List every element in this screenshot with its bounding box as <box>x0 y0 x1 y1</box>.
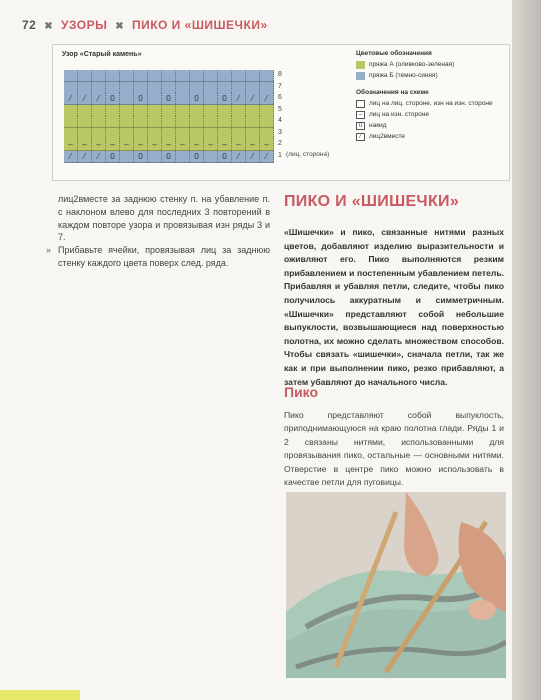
row-number: 2 <box>278 140 282 147</box>
dash-square-icon: – <box>356 111 365 119</box>
chart-cell: ⁄ <box>246 93 260 104</box>
page-number: 72 <box>22 18 37 32</box>
chart-cell <box>120 151 134 162</box>
chart-cell: – <box>64 139 78 150</box>
chart-cell <box>162 128 176 139</box>
chart-cell <box>162 82 176 93</box>
chart-cell <box>218 82 232 93</box>
chart-cell <box>64 105 78 116</box>
chart-cell: – <box>190 139 204 150</box>
chart-cell: – <box>176 139 190 150</box>
chart-cell <box>134 82 148 93</box>
chart-cell <box>106 128 120 139</box>
chart-cell: 0 <box>106 93 120 104</box>
chart-cell: 0 <box>218 151 232 162</box>
running-header <box>22 18 268 32</box>
chart-legend <box>356 50 493 142</box>
row-number: 6 <box>278 94 282 101</box>
header-subsection: ПИКО И «ШИШЕЧКИ» <box>131 18 268 32</box>
chart-cell <box>176 70 190 81</box>
chart-cell: ⁄ <box>64 151 78 162</box>
chart-cell <box>246 70 260 81</box>
chart-cell <box>260 70 274 81</box>
chart-cell <box>78 116 92 127</box>
paragraph: Прибавьте ячейки, провязывая лиц за заднюю стенку каждого цвета поверх след. ряда. <box>58 245 270 268</box>
chart-row <box>64 105 274 117</box>
row-number: 7 <box>278 82 282 90</box>
section-heading: ПИКО И «ШИШЕЧКИ» <box>284 193 460 210</box>
chart-cell <box>162 70 176 81</box>
chart-cell <box>232 105 246 116</box>
legend-symbol-label: накид <box>369 122 387 129</box>
chart-cell: ⁄ <box>64 93 78 104</box>
knitting-photo <box>286 492 506 678</box>
chart-cell <box>204 82 218 93</box>
chart-cell <box>134 128 148 139</box>
chart-cell: – <box>218 139 232 150</box>
chart-cell <box>106 105 120 116</box>
chart-cell <box>92 128 106 139</box>
chart-cell <box>162 105 176 116</box>
chart-cell <box>260 128 274 139</box>
chart-cell <box>92 105 106 116</box>
chart-cell: – <box>162 139 176 150</box>
chart-cell <box>260 116 274 127</box>
chart-cell <box>148 116 162 127</box>
empty-square-icon <box>356 100 365 108</box>
row-number: 3 <box>278 128 282 136</box>
chart-cell <box>106 70 120 81</box>
chart-cell <box>92 82 106 93</box>
chart-cell: 0 <box>218 93 232 104</box>
chart-cell <box>190 105 204 116</box>
chart-cell <box>120 116 134 127</box>
chart-cell: 0 <box>134 151 148 162</box>
chart-cell: – <box>78 139 92 150</box>
row-number: 5 <box>278 105 282 113</box>
chart-cell: – <box>232 139 246 150</box>
chart-cell <box>148 151 162 162</box>
chart-cell: – <box>148 139 162 150</box>
chart-cell <box>246 105 260 116</box>
chart-cell: ⁄ <box>232 93 246 104</box>
body-text <box>284 409 504 489</box>
chart-cell <box>246 116 260 127</box>
chart-title: Узор «Старый камень» <box>62 51 142 58</box>
chart-cell <box>190 128 204 139</box>
chart-cell <box>246 128 260 139</box>
chart-cell <box>218 128 232 139</box>
yarn-over-icon: 0 <box>356 122 365 130</box>
chart-cell <box>148 82 162 93</box>
legend-symbol-label: лиц на изн. стороне <box>369 111 429 118</box>
header-section: УЗОРЫ <box>60 18 108 32</box>
chart-cell <box>120 93 134 104</box>
chart-cell <box>204 128 218 139</box>
chart-cell <box>134 105 148 116</box>
chart-row <box>64 116 274 128</box>
chart-cell <box>218 70 232 81</box>
bullet-paragraph <box>46 244 270 270</box>
chart-cell <box>120 82 134 93</box>
legend-symbol-item <box>356 109 493 120</box>
chart-cell <box>134 116 148 127</box>
chart-cell <box>232 116 246 127</box>
legend-symbol-item <box>356 98 493 109</box>
chart-cell <box>204 93 218 104</box>
chart-cell <box>106 82 120 93</box>
chart-cell: – <box>106 139 120 150</box>
legend-colors-title: Цветовые обозначения <box>356 50 432 57</box>
left-column-text <box>46 193 270 270</box>
legend-color-item <box>356 59 493 70</box>
bottom-color-strip <box>0 690 80 700</box>
chart-cell <box>148 128 162 139</box>
chart-row <box>64 128 274 140</box>
chart-cell <box>78 105 92 116</box>
legend-symbol-item <box>356 120 493 131</box>
chart-cell <box>176 93 190 104</box>
chart-cell <box>148 93 162 104</box>
legend-symbols-title: Обозначения на схеме <box>356 89 429 96</box>
blue-swatch <box>356 72 365 80</box>
chart-cell <box>232 70 246 81</box>
chart-cell <box>204 116 218 127</box>
chart-cell <box>78 128 92 139</box>
intro-text <box>284 226 504 389</box>
legend-color-label: пряжа А (оливково-зеленая) <box>369 61 455 68</box>
chart-cell <box>92 116 106 127</box>
row-number: 1 <box>278 151 282 159</box>
header-separator-icon: ✖ <box>44 21 54 32</box>
paragraph: «Шишечки» и пико, связанные нитями разных цветов, добавляют изделию выразительности и оживляют его. Пико выполняются резким прибавлением и постепенным убавлением петель. Прибавляя и убавляя петли, следите, чтобы пико получилось аккуратным и симметричным. «Шишечки» представляют собой небольшие выпуклости, возвышающиеся над поверхностью полотна, их можно сделать множеством способов. Чтобы связать «шишечки», сначала петли, так же как и при выполнении пико, резко прибавляют, а затем убавляют до начального числа. <box>284 227 504 387</box>
green-swatch <box>356 61 365 69</box>
chart-cell: ⁄ <box>232 151 246 162</box>
chart-row <box>64 70 274 82</box>
chart-cell <box>148 105 162 116</box>
chart-cell <box>176 116 190 127</box>
paragraph: лиц2вместе за заднюю стенку п. на убавление п. с наклоном влево для последних 3 повторений в каждом повторе узора и провязывая изн ряды 3 и 7. <box>58 194 270 243</box>
chart-cell <box>260 105 274 116</box>
page-gutter-shadow <box>512 0 541 700</box>
chart-cell <box>190 70 204 81</box>
chart-cell <box>64 82 78 93</box>
chart-cell <box>204 151 218 162</box>
chart-cell <box>92 70 106 81</box>
chart-cell <box>64 70 78 81</box>
chart-cell <box>218 105 232 116</box>
chart-cell <box>148 70 162 81</box>
chart-cell <box>64 128 78 139</box>
chart-cell: 0 <box>162 151 176 162</box>
row-number: 4 <box>278 117 282 124</box>
legend-color-item <box>356 70 493 81</box>
chart-row <box>64 139 274 151</box>
chart-cell <box>176 105 190 116</box>
chart-cell <box>246 82 260 93</box>
chart-cell: ⁄ <box>260 93 274 104</box>
chart-cell: 0 <box>106 151 120 162</box>
chart-cell <box>260 82 274 93</box>
chart-row <box>64 93 274 105</box>
chart-cell: – <box>120 139 134 150</box>
chart-cell <box>232 82 246 93</box>
row-number: 8 <box>278 71 282 78</box>
chart-cell: – <box>92 139 106 150</box>
chart-cell <box>120 105 134 116</box>
chart-cell: – <box>260 139 274 150</box>
chart-cell <box>176 82 190 93</box>
chart-row <box>64 82 274 94</box>
chart-cell <box>204 105 218 116</box>
legend-symbol-label: лиц2вместе <box>369 133 405 140</box>
chart-cell: ⁄ <box>92 93 106 104</box>
chart-cell: ⁄ <box>78 151 92 162</box>
chart-cell <box>232 128 246 139</box>
chart-cell: 0 <box>190 151 204 162</box>
subsection-heading: Пико <box>284 384 319 400</box>
chart-cell <box>120 70 134 81</box>
chart-cell: ⁄ <box>246 151 260 162</box>
header-separator-icon: ✖ <box>115 21 125 32</box>
chart-cell: 0 <box>162 93 176 104</box>
knitting-photo-illustration <box>286 492 506 678</box>
chart-cell: ⁄ <box>260 151 274 162</box>
chart-cell <box>190 116 204 127</box>
row1-side-label: (лиц. сторона) <box>286 151 330 158</box>
chart-cell <box>78 82 92 93</box>
legend-symbol-label: лиц на лиц. стороне, изн на изн. стороне <box>369 100 493 107</box>
chart-cell <box>190 82 204 93</box>
chart-cell <box>176 128 190 139</box>
chart-cell <box>176 151 190 162</box>
k2tog-icon: ⁄ <box>356 133 365 141</box>
chart-cell <box>64 116 78 127</box>
chart-cell: 0 <box>134 93 148 104</box>
legend-symbol-item <box>356 131 493 142</box>
chart-cell <box>134 70 148 81</box>
chart-cell <box>120 128 134 139</box>
chart-cell <box>218 116 232 127</box>
chart-cell: – <box>246 139 260 150</box>
chart-cell <box>78 70 92 81</box>
chart-cell: 0 <box>190 93 204 104</box>
chart-cell: ⁄ <box>92 151 106 162</box>
chart-cell <box>162 116 176 127</box>
legend-color-label: пряжа Б (темно-синяя) <box>369 72 438 79</box>
paragraph: Пико представляют собой выпуклость, приподнимающуюся на краю полотна глади. Ряды 1 и 2 связаны нитями, использованными для провязывания пико, остальные — основными нитями. Отверстие в центре пико можно использовать в качестве петли для пуговицы. <box>284 410 504 488</box>
chart-row <box>64 151 274 163</box>
chart-cell: – <box>134 139 148 150</box>
bullet-mark-icon: » <box>46 245 52 256</box>
chart-cell <box>106 116 120 127</box>
chart-cell: ⁄ <box>78 93 92 104</box>
chart-cell: – <box>204 139 218 150</box>
chart-cell <box>204 70 218 81</box>
